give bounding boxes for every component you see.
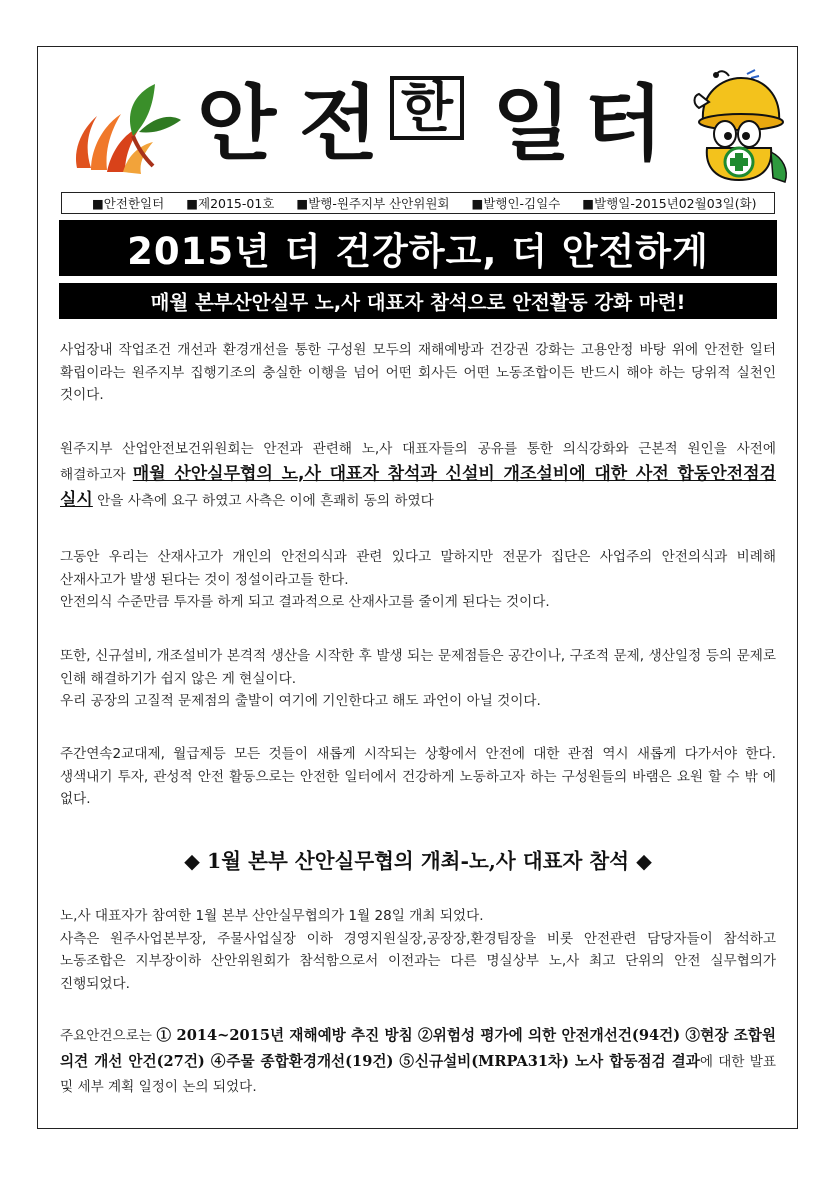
info-newsletter-name: ■안전한일터	[92, 196, 165, 211]
paragraph-7-end: 에 대한 발표 및 세부 계획 일정이 논의 되었다.	[60, 1054, 776, 1095]
paragraph-2-text-end: 안을 사측에 요구 하였고 사측은 이에 흔쾌히 동의 하였다	[92, 493, 434, 509]
issue-info-bar	[61, 192, 775, 214]
paragraph-6	[60, 905, 776, 995]
paragraph-2-text-start: 원주지부 산업안전보건위원회는 안전과 관련해 노,사 대표자들의 공유를 통한 의식강화와 근본적 원인을 사전에 해결하고자	[60, 441, 776, 483]
title-char-boxed: 한	[390, 76, 464, 140]
info-issuer: ■발행인-김일수	[471, 196, 561, 211]
section-title: ◆ 1월 본부 산안실무협의 개최-노,사 대표자 참석 ◆	[184, 849, 652, 873]
newsletter-logo	[63, 74, 183, 184]
paragraph-2-emphasis: 매월 산안실무협의 노,사 대표자 참석과 신설비 개조설비에 대한 사전 합동안전점검 실시	[60, 464, 776, 510]
info-issue-number: ■제2015-01호	[186, 196, 275, 211]
paragraph-7	[60, 1023, 776, 1100]
paragraph-4	[60, 645, 776, 713]
paragraph-1: 사업장내 작업조건 개선과 환경개선을 통한 구성원 모두의 재해예방과 건강권 강화는 고용안정 바탕 위에 안전한 일터 확립이라는 원주지부 집행기조의 충실한 이행을 넘어 어떤 회사든 어떤 노동조합이든 반드시 해야 하는 당위적 실천인 것이다.	[60, 342, 776, 403]
masthead	[37, 46, 798, 192]
safety-mascot-icon	[685, 68, 793, 186]
paragraph-4-line-2: 우리 공장의 고질적 문제점의 출발이 여기에 기인한다고 해도 과언이 아닐 것이다.	[60, 693, 541, 709]
paragraph-6-line-1: 노,사 대표자가 참여한 1월 본부 산안실무협의가 1월 28일 개최 되었다.	[60, 908, 484, 924]
paragraph-4-line-1: 또한, 신규설비, 개조설비가 본격적 생산을 시작한 후 발생 되는 문제점들은 공간이나, 구조적 문제, 생산일정 등의 문제로 인해 해결하기가 쉽지 않은 게 현실이다.	[60, 648, 776, 687]
paragraph-7-agenda-items: ① 2014~2015년 재해예방 추진 방침 ②위험성 평가에 의한 안전개선건(94건) ③현장 조합원 의견 개선 안건(27건) ④주물 종합환경개선(19건) ⑤신규설비(MRPA31차) 노사 합동점검 결과	[60, 1027, 776, 1070]
paragraph-6-line-2: 사측은 원주사업본부장, 주물사업실장 이하 경영지원실장,공장장,환경팀장을 비롯 안전관련 담당자들이 참석하고 노동조합은 지부장이하 산안위원회가 참석함으로서 이전과는 다른 명실상부 노,사 최고 단위의 안전 실무협의가 진행되었다.	[60, 930, 776, 992]
paragraph-5: 주간연속2교대제, 월급제등 모든 것들이 새롭게 시작되는 상황에서 안전에 대한 관점 역시 새롭게 다가서야 한다. 생색내기 투자, 관성적 안전 활동으로는 안전한 일터에서 건강하게 노동하고자 하는 구성원들의 바램은 요원 할 수 밖 에 없다.	[60, 746, 776, 807]
info-publish-date: ■발행일-2015년02월03일(화)	[582, 196, 757, 211]
info-publisher: ■발행-원주지부 산안위원회	[296, 196, 450, 211]
title-char-4: 일	[492, 77, 572, 172]
paragraph-2	[60, 437, 776, 514]
title-char-1: 안	[197, 77, 277, 172]
paragraph-3-line-2: 안전의식 수준만큼 투자를 하게 되고 결과적으로 산재사고를 줄이게 된다는 것이다.	[60, 594, 550, 610]
paragraph-3	[60, 546, 776, 614]
title-char-2: 전	[299, 77, 379, 172]
subheadline: 매월 본부산안실무 노,사 대표자 참석으로 안전활동 강화 마련!	[59, 283, 777, 319]
paragraph-3-line-1: 그동안 우리는 산재사고가 개인의 안전의식과 관련 있다고 말하지만 전문가 집단은 사업주의 안전의식과 비례해 산재사고가 발생 된다는 것이 정설이라고들 한다.	[60, 549, 776, 588]
headline: 2015년 더 건강하고, 더 안전하게	[59, 220, 777, 276]
paragraph-7-intro: 주요안건으로는	[60, 1028, 157, 1044]
title-char-5: 터	[584, 77, 664, 172]
